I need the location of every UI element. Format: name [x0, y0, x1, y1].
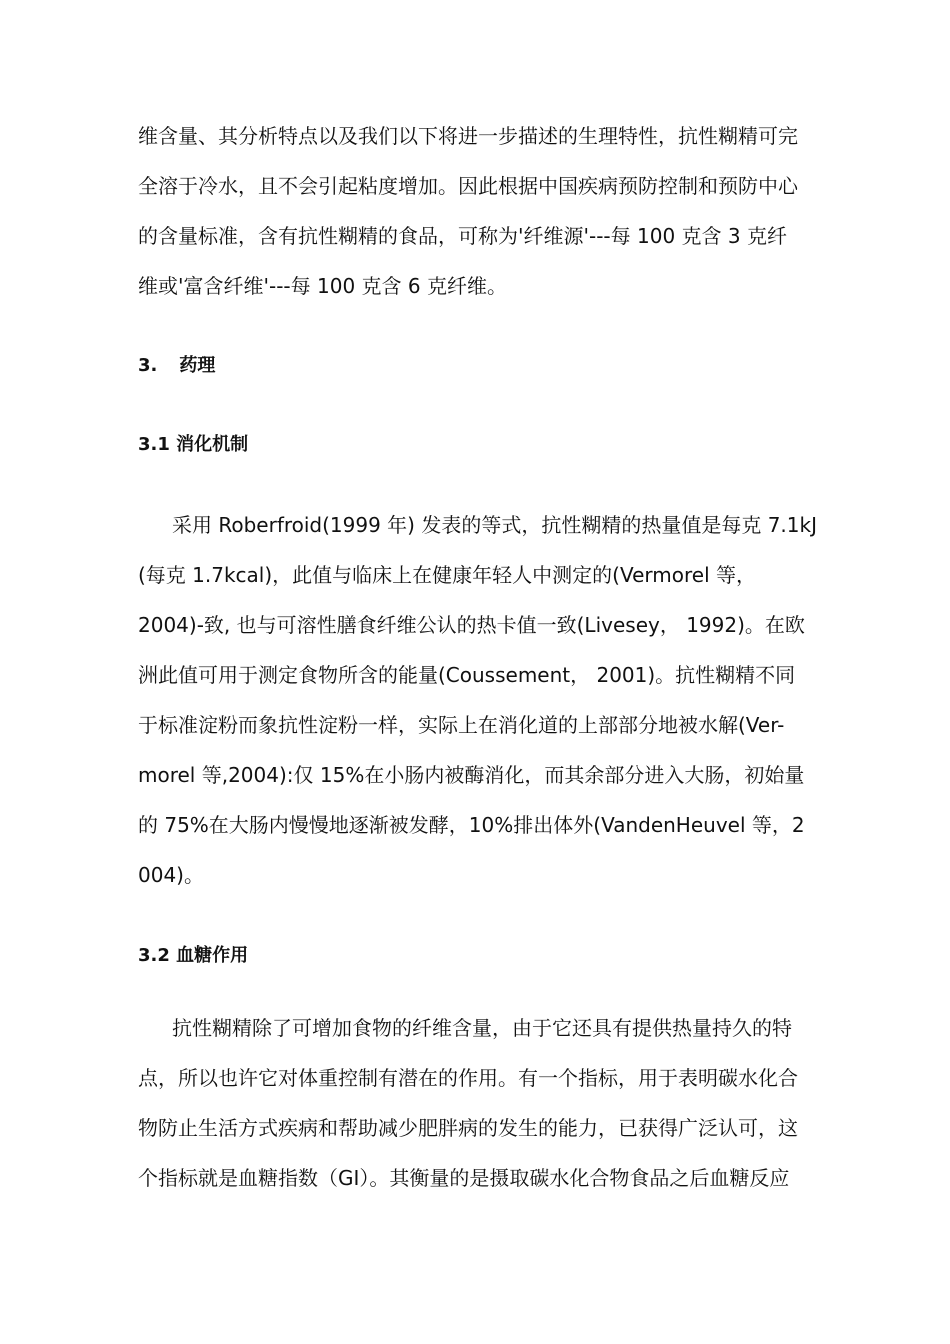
text-line: 个指标就是血糖指数（GI）。其衡量的是摄取碳水化合物食品之后血糖反应 [138, 1166, 790, 1190]
subsection-title: 3.1 消化机制 [138, 434, 249, 455]
text-line: 于标准淀粉而象抗性淀粉一样，实际上在消化道的上部部分地被水解(Ver- [138, 713, 785, 737]
section-heading-pharmacology [138, 351, 215, 381]
paragraph-digestion [138, 500, 820, 900]
text-line: 的 75%在大肠内慢慢地逐渐被发酵，10%排出体外(VandenHeuvel 等，2 [138, 813, 805, 837]
text-line: 抗性糊精除了可增加食物的纤维含量，由于它还具有提供热量持久的特 [172, 1016, 792, 1040]
text-line: 004)。 [138, 863, 204, 887]
text-line: 点，所以也许它对体重控制有潜在的作用。有一个指标，用于表明碳水化合 [138, 1066, 798, 1090]
text-line: 全溶于冷水，且不会引起粘度增加。因此根据中国疾病预防控制和预防中心 [138, 174, 798, 198]
paragraph-fiber-content [138, 111, 820, 311]
text-line: (每克 1.7kcal)，此值与临床上在健康年轻人中测定的(Vermorel 等， [138, 563, 756, 587]
subsection-title: 3.2 血糖作用 [138, 945, 249, 966]
text-line: 物防止生活方式疾病和帮助减少肥胖病的发生的能力，已获得广泛认可，这 [138, 1116, 798, 1140]
subsection-heading-glycemic [138, 941, 248, 971]
section-title: 药理 [179, 355, 216, 376]
text-line: 的含量标准，含有抗性糊精的食品，可称为'纤维源'---每 100 克含 3 克纤 [138, 224, 787, 248]
text-line: 2004)-致, 也与可溶性膳食纤维公认的热卡值一致(Livesey， 1992)。在欧 [138, 613, 805, 637]
text-line: 维或'富含纤维'---每 100 克含 6 克纤维。 [138, 274, 507, 298]
text-line: morel 等,2004):仅 15%在小肠内被酶消化，而其余部分进入大肠，初始量 [138, 763, 805, 787]
text-line: 洲此值可用于测定食物所含的能量(Coussement， 2001)。抗性糊精不同 [138, 663, 796, 687]
paragraph-glycemic [138, 1003, 820, 1203]
text-line: 维含量、其分析特点以及我们以下将进一步描述的生理特性，抗性糊精可完 [138, 124, 798, 148]
section-number: 3. [138, 355, 158, 376]
text-line: 采用 Roberfroid(1999 年) 发表的等式，抗性糊精的热量值是每克 7.1kJ [172, 513, 817, 537]
subsection-heading-digestion [138, 430, 248, 460]
